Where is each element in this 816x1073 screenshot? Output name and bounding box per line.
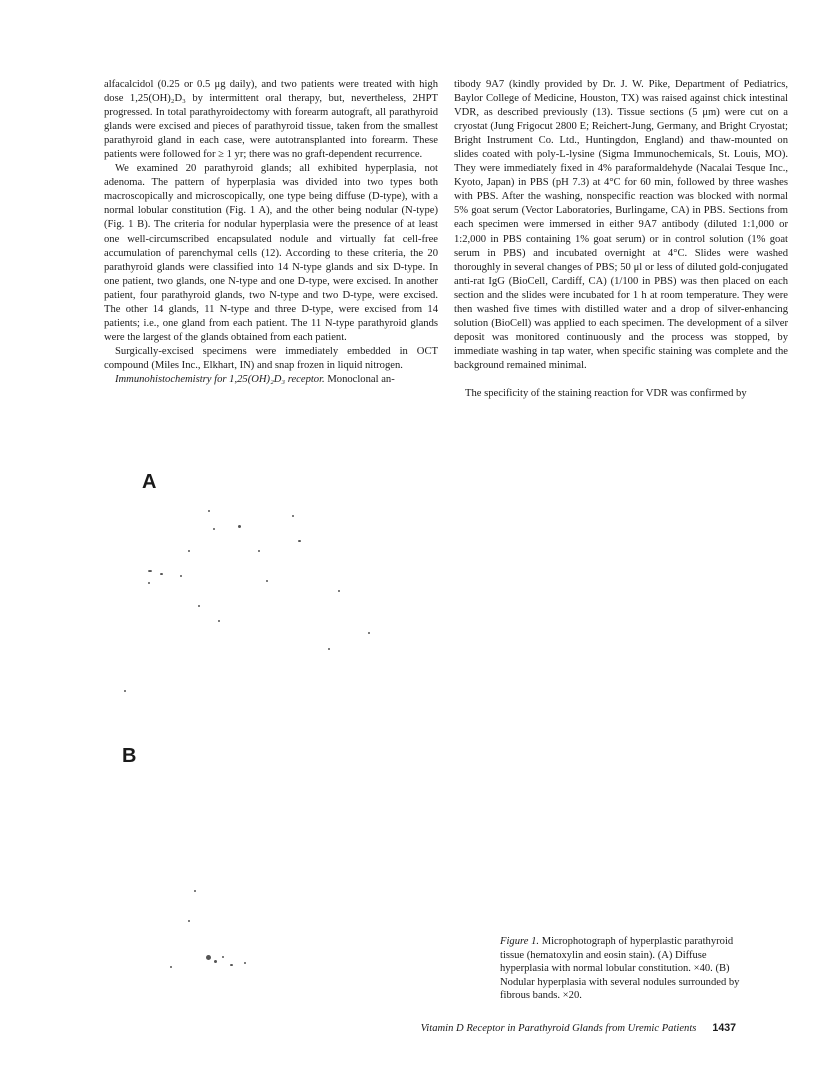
page-number: 1437 bbox=[712, 1022, 736, 1034]
paragraph: We examined 20 parathyroid glands; all exhibited hyperplasia, not adenoma. The pattern of hyperplasia was divided into two types both macroscopically and microscopically, one type being diffuse (D-type), with a normal lobular constitution (Fig. 1 A), and the other being nodular (N-type)(Fig. 1 B). The criteria for nodular hyperplasia were the presence of at least one well-circumscribed encapsulated nodule and virtually fat cell-free accumulation of parenchymal cells (12). According to these criteria, the 20 parathyroid glands were classified into 14 N-type glands and six D-type. In one patient, two glands, one N-type and one D-type, were excised. In another patient, four parathyroid glands, two N-type and two D-type, were excised. The other 14 glands, 11 N-type and three D-type, were excised from 14 patients; i.e., one gland from each patient. The 11 N-type parathyroid glands were the largest of the glands obtained from each patient. bbox=[104, 163, 438, 343]
right-column bbox=[454, 78, 788, 401]
paragraph: Surgically-excised specimens were immediately embedded in OCT compound (Miles Inc., Elkhart, IN) and snap frozen in liquid nitrogen. bbox=[104, 345, 438, 371]
running-title: Vitamin D Receptor in Parathyroid Glands from Uremic Patients bbox=[420, 1023, 697, 1034]
paragraph: tibody 9A7 (kindly provided by Dr. J. W. Pike, Department of Pediatrics, Baylor College of Medicine, Houston, TX) was raised against chick intestinal VDR, as described previously (13). Tissue sections (5 μm) were cut on a cryostat (Jung Frigocut 2800 E; Reichert-Jung, Germany, and Bright Cryostat; Bright Instrument Co. Ltd., Huntingdon, England) and thaw-mounted on slides coated with poly-L-lysine (Sigma Immunochemicals, St. Louis, MO). They were immediately fixed in 4% paraformaldehyde (Nacalai Tesque Inc., Kyoto, Japan) in PBS (pH 7.3) at 4°C for 60 min, followed by three washes with PBS. After the washing, nonspecific reaction was blocked with normal 5% goat serum (Vector Laboratories, Burlingame, CA) in PBS. Sections from each specimen were immersed in either 9A7 antibody (diluted 1:1,000 or 1:2,000 in PBS containing 1% goat serum) or in control solution (1% goat serum in PBS) and incubated overnight at 4°C. Slides were washed thoroughly in several changes of PBS; 50 μl or less of diluted gold-conjugated anti-rat IgG (BioCell, Cardiff, CA) (1/100 in PBS) was then placed on each section and the slides were incubated for 1 h at room temperature. They were then washed five times with distilled water and a drop of silver-enhancing solution (BioCell) was applied to each specimen. The development of a silver deposit was monitored continuously and the process was stopped, by immediate washing in tap water, when specific staining was complete and the background remained minimal. bbox=[454, 79, 788, 371]
section-runin-heading: Immunohistochemistry for 1,25(OH)₂D₃ receptor. bbox=[115, 373, 325, 385]
figure-caption bbox=[500, 935, 740, 1003]
left-column bbox=[104, 78, 438, 387]
figure-caption-label: Figure 1. bbox=[500, 936, 540, 947]
page-footer bbox=[421, 1022, 736, 1034]
figure-panel-a-image bbox=[118, 470, 478, 720]
paragraph: The specificity of the staining reaction for VDR was confirmed by bbox=[465, 387, 747, 399]
figure-panel-label-a: A bbox=[142, 471, 157, 493]
figure-panel-b-image bbox=[118, 780, 478, 990]
paragraph bbox=[104, 373, 438, 387]
figure-caption-text: Microphotograph of hyperplastic parathyroid tissue (hematoxylin and eosin stain). (A) Diffuse hyperplasia with normal lobular constitution. ×40. (B) Nodular hyperplasia with several nodules surrounded by fibrous bands. ×20. bbox=[500, 936, 740, 1002]
figure-panel-label-b: B bbox=[122, 745, 137, 767]
paragraph: alfacalcidol (0.25 or 0.5 μg daily), and two patients were treated with high dose 1,25(OH)₂D₃ by intermittent oral therapy, but, nevertheless, 2HPT progressed. In total parathyroidectomy with forearm autograft, all parathyroid glands were excised and pieces of parathyroid tissue, taken from the smallest parathyroid gland in each case, were autotransplanted into forearm. These patients were followed for ≥ 1 yr; there was no graft-dependent recurrence. bbox=[104, 79, 438, 161]
paragraph-text: Monoclonal an- bbox=[324, 373, 395, 385]
